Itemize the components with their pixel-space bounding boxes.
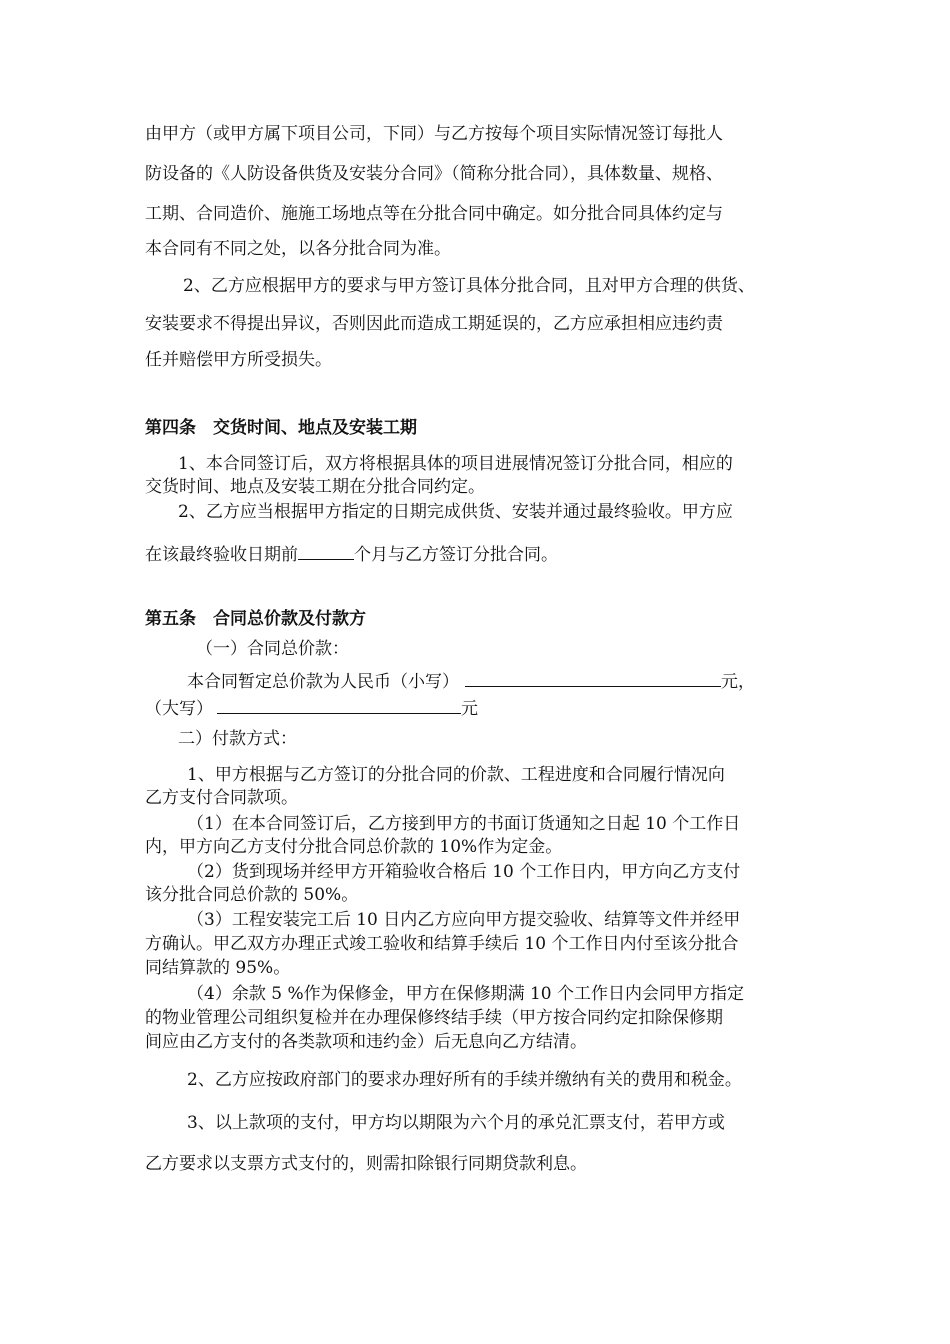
paragraph-line: 防设备的《人防设备供货及安装分合同》（简称分批合同），具体数量、规格、 <box>145 164 723 184</box>
paragraph-line <box>187 668 755 693</box>
paragraph-line: （4）余款 5 %作为保修金，甲方在保修期满 10 个工作日内会同甲方指定 <box>187 984 745 1004</box>
amount-big-blank[interactable] <box>217 695 461 714</box>
paragraph-line: 工期、合同造价、施施工场地点等在分批合同中确定。如分批合同具体约定与 <box>145 204 723 224</box>
paragraph-line <box>145 695 478 720</box>
line-text: 在该最终验收日期前 <box>145 545 298 565</box>
paragraph-line: （1）在本合同签订后，乙方接到甲方的书面订货通知之日起 10 个工作日 <box>187 814 741 834</box>
paragraph-line: 的物业管理公司组织复检并在办理保修终结手续（甲方按合同约定扣除保修期 <box>145 1008 723 1028</box>
paragraph-line: 乙方要求以支票方式支付的，则需扣除银行同期贷款利息。 <box>145 1154 587 1174</box>
paragraph-line: 同结算款的 95%。 <box>145 958 291 978</box>
line-text: 元 <box>461 699 478 719</box>
fill-in-blank[interactable] <box>298 541 354 560</box>
section-heading: 第四条 交货时间、地点及安装工期 <box>145 418 417 438</box>
paragraph-line: 交货时间、地点及安装工期在分批合同约定。 <box>145 477 485 497</box>
line-text: 本合同暂定总价款为人民币（小写） <box>187 672 459 692</box>
paragraph-line <box>145 541 558 566</box>
paragraph-line: （3）工程安装完工后 10 日内乙方应向甲方提交验收、结算等文件并经甲 <box>187 910 741 930</box>
section-heading: 第五条 合同总价款及付款方 <box>145 609 366 629</box>
paragraph-line: 内，甲方向乙方支付分批合同总价款的 10%作为定金。 <box>145 837 563 857</box>
paragraph-line: 该分批合同总价款的 50%。 <box>145 885 359 905</box>
paragraph-line: 本合同有不同之处，以各分批合同为准。 <box>145 239 451 259</box>
paragraph-line: 2、乙方应按政府部门的要求办理好所有的手续并缴纳有关的费用和税金。 <box>187 1070 742 1090</box>
paragraph-line: 1、本合同签订后，双方将根据具体的项目进展情况签订分批合同，相应的 <box>178 454 733 474</box>
paragraph-line: （2）货到现场并经甲方开箱验收合格后 10 个工作日内，甲方向乙方支付 <box>187 862 741 882</box>
subheading: （一）合同总价款： <box>196 639 349 659</box>
line-text: （大写） <box>145 699 213 719</box>
paragraph-line: 安装要求不得提出异议，否则因此而造成工期延误的，乙方应承担相应违约责 <box>145 314 723 334</box>
line-text: 个月与乙方签订分批合同。 <box>354 545 558 565</box>
paragraph-line: 任并赔偿甲方所受损失。 <box>145 350 332 370</box>
paragraph-line: 3、以上款项的支付，甲方均以期限为六个月的承兑汇票支付，若甲方或 <box>187 1113 725 1133</box>
amount-small-blank[interactable] <box>465 668 721 687</box>
subheading: 二）付款方式： <box>178 729 297 749</box>
line-text: 元， <box>721 672 755 692</box>
paragraph-line: 1、甲方根据与乙方签订的分批合同的价款、工程进度和合同履行情况向 <box>187 765 725 785</box>
paragraph-line: 方确认。甲乙双方办理正式竣工验收和结算手续后 10 个工作日内付至该分批合 <box>145 934 739 954</box>
paragraph-line: 乙方支付合同款项。 <box>145 788 298 808</box>
paragraph-line: 2、乙方应根据甲方的要求与甲方签订具体分批合同，且对甲方合理的供货、 <box>183 276 755 296</box>
paragraph-line: 2、乙方应当根据甲方指定的日期完成供货、安装并通过最终验收。甲方应 <box>178 502 733 522</box>
paragraph-line: 由甲方（或甲方属下项目公司，下同）与乙方按每个项目实际情况签订每批人 <box>145 124 723 144</box>
paragraph-line: 间应由乙方支付的各类款项和违约金）后无息向乙方结清。 <box>145 1032 587 1052</box>
